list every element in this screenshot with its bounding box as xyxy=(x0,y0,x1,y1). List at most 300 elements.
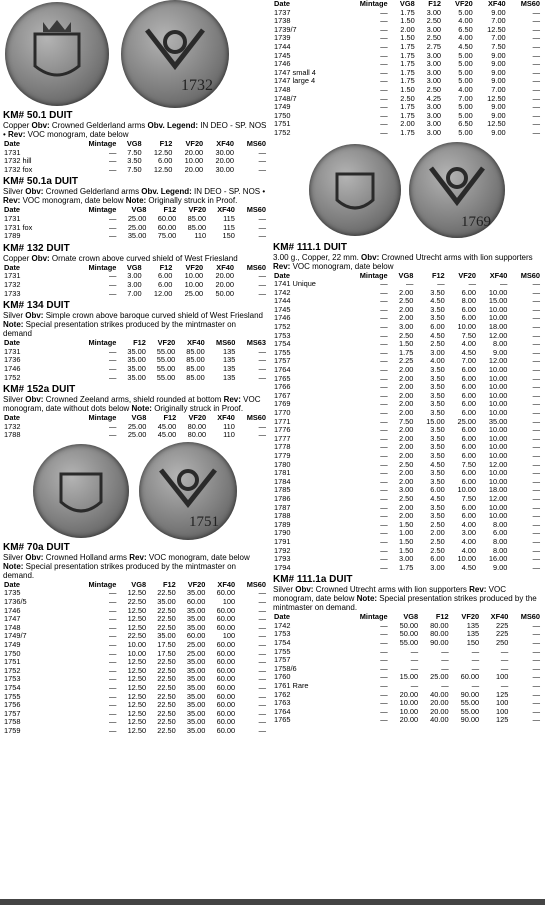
table-cell: — xyxy=(258,430,266,440)
table-cell: 3.50 xyxy=(127,156,142,166)
table-cell: 1765 xyxy=(274,373,291,383)
table-cell: 22.50 xyxy=(157,700,176,710)
table-cell: 1753 xyxy=(274,330,291,340)
table-cell: 22.50 xyxy=(157,657,176,667)
column-header: MS60 xyxy=(246,205,266,215)
column-header: XF40 xyxy=(490,612,509,622)
table-cell: 1732 hill xyxy=(4,156,32,166)
table-cell: — xyxy=(258,156,266,166)
column-header: Mintage xyxy=(88,139,117,148)
table-cell: 2.50 xyxy=(426,84,442,94)
table-cell: 2.50 xyxy=(426,16,442,26)
column-header: F12 xyxy=(428,0,442,8)
svg-text:1769: 1769 xyxy=(461,213,491,230)
table-cell: 1755 xyxy=(274,646,291,656)
table-cell: 35.00 xyxy=(157,597,176,607)
table-cell: — xyxy=(532,629,540,639)
table-cell: 15.00 xyxy=(488,296,508,306)
table-cell: — xyxy=(258,279,266,289)
table-cell: — xyxy=(500,646,509,656)
table-cell: 1770 xyxy=(274,408,291,417)
price-table xyxy=(3,206,267,240)
table-cell: 1746 xyxy=(4,363,21,373)
table-cell: 9.00 xyxy=(491,76,506,86)
table-cell: — xyxy=(258,691,266,701)
table-cell: 1738 xyxy=(274,16,291,26)
table-cell: — xyxy=(532,59,540,69)
table-cell: 3.00 xyxy=(426,24,442,34)
entry-title: KM# 134 DUIT xyxy=(3,300,70,312)
table-cell: 6.00 xyxy=(461,304,477,314)
table-cell: — xyxy=(258,622,266,632)
table-cell: — xyxy=(380,313,388,323)
table-cell: 12.00 xyxy=(153,288,173,298)
entry-title: KM# 111.1 DUIT xyxy=(273,241,347,253)
table-cell: — xyxy=(380,450,388,460)
table-cell: — xyxy=(380,629,388,639)
table-cell: 2.00 xyxy=(398,390,414,400)
table-cell: 4.50 xyxy=(430,493,445,503)
table-cell: 60.00 xyxy=(216,700,236,710)
table-cell: 1763 xyxy=(274,698,291,708)
coin-photo-km70a xyxy=(3,440,267,540)
table-cell: — xyxy=(532,638,540,648)
table-cell: — xyxy=(532,7,540,17)
table-cell: 60.00 xyxy=(216,657,236,667)
table-cell: 1747 xyxy=(4,614,21,624)
table-cell: 60.00 xyxy=(216,614,236,624)
table-cell: 10.00 xyxy=(488,433,508,443)
field-label: Obv. Legend: xyxy=(147,121,199,130)
table-cell: — xyxy=(532,84,540,94)
column-header: VF20 xyxy=(185,262,204,272)
column-header: VF20 xyxy=(185,139,204,148)
table-cell: 90.00 xyxy=(460,689,480,699)
table-cell: — xyxy=(380,459,388,469)
table-cell: — xyxy=(380,399,388,409)
field-label: Note: xyxy=(356,594,378,604)
table-cell: 6.00 xyxy=(461,390,477,400)
table-cell: 25.00 xyxy=(127,430,147,440)
table-cell: 12.50 xyxy=(487,119,506,129)
table-cell: — xyxy=(532,76,540,86)
column-header: XF40 xyxy=(216,139,234,148)
table-cell: 10.00 xyxy=(488,502,508,512)
table-cell: — xyxy=(109,614,117,624)
table-cell: 3.50 xyxy=(430,287,445,297)
table-cell: 100 xyxy=(495,698,509,708)
table-cell: 12.50 xyxy=(127,708,147,718)
column-header: F12 xyxy=(163,205,177,215)
field-text: Silver xyxy=(3,311,26,321)
table-cell: 10.00 xyxy=(488,390,508,400)
table-cell: 90.00 xyxy=(460,715,480,725)
table-cell: — xyxy=(532,442,540,452)
table-cell: — xyxy=(532,41,540,51)
table-cell: 85.00 xyxy=(186,363,205,373)
table-cell: 10.00 xyxy=(488,313,508,323)
table-cell: — xyxy=(532,110,540,120)
table-cell: 1784 xyxy=(274,476,291,486)
table-cell: 80.00 xyxy=(430,620,449,630)
table-cell: 10.00 xyxy=(457,485,477,495)
table-cell: — xyxy=(532,655,540,665)
table-cell: 1748/7 xyxy=(274,93,297,103)
coin-photo-km50-1 xyxy=(3,0,267,108)
table-cell: — xyxy=(109,622,117,632)
table-cell: 60.00 xyxy=(216,708,236,718)
table-cell: 8.00 xyxy=(492,339,508,349)
table-cell: 135 xyxy=(223,355,236,365)
table-cell: 9.00 xyxy=(491,127,506,137)
field-label: Obv: xyxy=(25,395,44,405)
table-cell: 1.50 xyxy=(400,84,415,94)
table-cell: 1.75 xyxy=(400,7,415,17)
table-cell: — xyxy=(532,502,540,512)
shield-icon xyxy=(309,144,401,236)
column-header: Date xyxy=(4,413,21,423)
table-cell: — xyxy=(532,50,540,60)
table-cell: 9.00 xyxy=(491,102,506,112)
table-cell: — xyxy=(471,646,480,656)
table-cell: 15.00 xyxy=(426,416,445,426)
table-cell: — xyxy=(532,390,540,400)
table-cell: — xyxy=(109,597,117,607)
catalog-entry xyxy=(3,300,267,382)
table-cell: 1757 xyxy=(4,708,21,718)
table-cell: 2.00 xyxy=(398,313,414,323)
table-cell: 90.00 xyxy=(430,638,449,648)
table-cell: 20.00 xyxy=(215,279,234,289)
coin-reverse-image xyxy=(409,142,505,238)
table-cell: 1788 xyxy=(4,430,21,440)
column-header: MS60 xyxy=(246,262,266,272)
table-cell: 35.00 xyxy=(186,683,206,692)
table-cell: 60.00 xyxy=(216,622,236,632)
table-cell: 2.00 xyxy=(398,442,414,452)
table-cell: — xyxy=(532,528,540,538)
table-cell: 80.00 xyxy=(187,421,207,431)
table-cell: — xyxy=(380,485,388,495)
table-cell: — xyxy=(380,663,388,673)
table-cell: 60.00 xyxy=(216,640,236,650)
table-cell: 5.00 xyxy=(458,50,473,60)
table-cell: 225 xyxy=(495,620,509,630)
column-header: MS60 xyxy=(520,270,540,280)
table-cell: 35.00 xyxy=(186,717,206,727)
table-cell: — xyxy=(532,24,540,34)
table-cell: 10.00 xyxy=(457,554,477,564)
table-cell: 3.00 xyxy=(430,347,445,357)
table-cell: — xyxy=(258,597,266,607)
table-cell: 1752 xyxy=(4,665,21,675)
table-cell: — xyxy=(471,655,480,665)
table-cell: 1.75 xyxy=(400,41,415,51)
table-cell: 1.75 xyxy=(400,50,415,60)
table-cell: 1732 xyxy=(4,421,21,431)
table-cell: — xyxy=(380,322,388,332)
table-cell: 60.00 xyxy=(216,648,236,658)
table-cell: — xyxy=(532,698,540,708)
table-cell: 10.00 xyxy=(488,365,508,375)
table-cell: 16.00 xyxy=(488,554,508,564)
table-cell: 35.00 xyxy=(186,614,206,624)
table-cell: 35.00 xyxy=(127,363,146,373)
field-label: Obv. Legend: xyxy=(141,187,192,197)
table-cell: 55.00 xyxy=(156,363,176,373)
table-cell: — xyxy=(380,511,388,521)
table-cell: — xyxy=(441,681,449,691)
table-cell: 2.00 xyxy=(400,119,415,129)
catalog-entry xyxy=(3,542,267,736)
catalog-entry xyxy=(3,110,267,174)
table-cell: 35.00 xyxy=(186,725,206,735)
table-cell: 1736 xyxy=(4,355,21,365)
table-cell: 1735 xyxy=(4,588,21,598)
column-header: MS60 xyxy=(216,338,236,348)
table-cell: — xyxy=(109,231,117,241)
table-cell: — xyxy=(532,399,540,409)
table-cell: 7.00 xyxy=(491,33,506,43)
table-cell: 4.50 xyxy=(430,330,445,340)
field-text: VOC monogram, date below xyxy=(25,130,129,139)
column-header: VG8 xyxy=(399,0,415,8)
table-cell: 10.00 xyxy=(399,698,419,708)
table-cell: — xyxy=(258,346,266,356)
table-cell: 1753 xyxy=(4,674,21,684)
table-cell: — xyxy=(500,663,509,673)
table-cell: 2.50 xyxy=(426,33,442,43)
table-cell: — xyxy=(380,304,388,314)
table-cell: — xyxy=(532,279,540,289)
table-cell: 2.00 xyxy=(398,287,414,297)
table-cell: 3.50 xyxy=(430,313,445,323)
table-cell: 10.00 xyxy=(488,287,508,297)
table-cell: 18.00 xyxy=(488,322,508,332)
table-cell: 1739/7 xyxy=(274,24,297,34)
table-cell: 3.00 xyxy=(430,562,445,572)
field-label: Rev: xyxy=(223,395,241,405)
table-cell: 1744 xyxy=(274,296,291,306)
table-cell: — xyxy=(500,681,509,691)
table-cell: 3.50 xyxy=(430,476,445,486)
table-cell: 60.00 xyxy=(186,597,206,607)
table-cell: 35.00 xyxy=(186,700,206,710)
table-cell: 80.00 xyxy=(187,430,207,440)
table-cell: 20.00 xyxy=(399,715,419,725)
field-text: Originally struck in Proof. xyxy=(151,404,244,414)
table-cell: 60.00 xyxy=(216,717,236,727)
table-cell: — xyxy=(258,640,266,650)
column-header: VF20 xyxy=(458,270,477,280)
table-cell: — xyxy=(109,605,117,615)
table-row xyxy=(3,727,267,736)
table-cell: — xyxy=(410,681,419,691)
table-row xyxy=(3,374,267,383)
table-cell: — xyxy=(380,416,388,426)
field-text: Special presentation strikes produced by the mintmaster on demand xyxy=(3,320,237,339)
table-cell: 45.00 xyxy=(157,421,177,431)
table-cell: 1789 xyxy=(4,231,21,241)
table-cell: 7.00 xyxy=(458,93,473,103)
field-label: Note: xyxy=(131,404,152,414)
table-cell: 6.00 xyxy=(461,433,477,443)
table-cell: 40.00 xyxy=(430,689,449,699)
field-text: Silver xyxy=(273,585,296,595)
table-cell: 22.50 xyxy=(157,588,176,598)
table-cell: 1751 xyxy=(274,119,291,129)
table-cell: — xyxy=(380,279,388,289)
field-text: Crowned Utrecht arms with lion supporters xyxy=(379,252,533,262)
entry-description xyxy=(273,585,541,612)
table-cell: 60.00 xyxy=(216,665,236,675)
table-cell: 85.00 xyxy=(186,355,205,365)
table-cell: — xyxy=(109,665,117,675)
column-header: Mintage xyxy=(88,579,117,589)
table-cell: 1777 xyxy=(274,433,291,443)
price-table xyxy=(3,339,267,382)
table-cell: 9.00 xyxy=(491,67,506,77)
table-cell: — xyxy=(532,322,540,332)
table-cell: 1769 xyxy=(274,399,291,409)
table-cell: — xyxy=(258,700,266,710)
field-text: VOC monogram, date without dots below xyxy=(3,395,261,414)
table-cell: 110 xyxy=(223,421,235,431)
coin-obverse-image xyxy=(33,444,129,538)
table-cell: — xyxy=(532,562,540,572)
table-cell: — xyxy=(380,356,388,366)
table-cell: 3.00 xyxy=(398,554,414,564)
table-cell: 250 xyxy=(495,638,509,648)
table-cell: 1745 xyxy=(274,50,291,60)
table-cell: — xyxy=(532,554,540,564)
column-header: VG8 xyxy=(131,413,147,423)
table-cell: 6.00 xyxy=(461,511,477,521)
column-header: VF20 xyxy=(461,612,480,622)
price-table xyxy=(3,414,267,440)
entry-description xyxy=(273,253,541,271)
table-cell: 6.00 xyxy=(461,373,477,383)
table-cell: — xyxy=(258,648,266,658)
table-cell: 2.00 xyxy=(398,425,414,435)
table-cell: 10.00 xyxy=(184,279,204,289)
table-cell: — xyxy=(532,536,540,546)
column-header: VG8 xyxy=(126,139,142,148)
table-cell: 35.00 xyxy=(186,622,206,632)
table-cell: 60.00 xyxy=(460,672,480,682)
table-cell: — xyxy=(380,59,388,69)
table-cell: 3.50 xyxy=(430,425,445,435)
column-header: VF20 xyxy=(188,205,207,215)
table-cell: 7.00 xyxy=(461,356,477,366)
table-cell: — xyxy=(258,222,266,232)
table-cell: 2.50 xyxy=(398,330,414,340)
column-header: VG8 xyxy=(126,262,142,272)
table-cell: 3.50 xyxy=(430,365,445,375)
table-cell: 1760 xyxy=(274,672,291,682)
table-cell: 35.00 xyxy=(157,631,176,641)
table-cell: 6.00 xyxy=(461,442,477,452)
table-cell: — xyxy=(441,646,449,656)
table-cell: — xyxy=(380,76,388,86)
table-cell: — xyxy=(380,715,388,725)
table-cell: — xyxy=(532,373,540,383)
table-cell: 9.00 xyxy=(491,110,506,120)
left-column xyxy=(3,0,267,736)
table-cell: — xyxy=(380,287,388,297)
table-cell: 1754 xyxy=(274,339,291,349)
table-cell: — xyxy=(532,67,540,77)
table-cell: 1731 xyxy=(4,213,21,223)
table-cell: — xyxy=(532,459,540,469)
table-cell: 60.00 xyxy=(216,588,236,598)
table-cell: — xyxy=(380,476,388,486)
table-cell: — xyxy=(468,279,477,289)
table-cell: — xyxy=(258,231,266,241)
field-label: Rev: xyxy=(8,130,26,139)
table-cell: 1752 xyxy=(4,372,21,382)
table-cell: 10.00 xyxy=(488,382,508,392)
table-cell: — xyxy=(109,430,117,440)
table-cell: 4.00 xyxy=(461,536,477,546)
table-cell: 1748 xyxy=(4,622,21,632)
field-text: Crowned Utrecht arms with lion supporters xyxy=(313,585,470,595)
table-cell: — xyxy=(258,631,266,641)
table-cell: — xyxy=(405,279,414,289)
table-cell: 3.50 xyxy=(430,408,445,417)
column-header: VG8 xyxy=(398,270,414,280)
table-cell: 1765 xyxy=(274,715,291,725)
table-cell: 10.00 xyxy=(127,648,147,658)
column-header: MS60 xyxy=(520,0,540,8)
table-cell: 5.00 xyxy=(458,110,473,120)
table-cell: 22.50 xyxy=(127,597,147,607)
table-cell: 20.00 xyxy=(399,689,419,699)
table-cell: — xyxy=(380,646,388,656)
column-header: F12 xyxy=(163,413,177,423)
table-cell: 225 xyxy=(495,629,509,639)
table-cell: — xyxy=(380,638,388,648)
table-cell: 7.00 xyxy=(491,84,506,94)
table-cell: — xyxy=(380,425,388,435)
column-header: XF40 xyxy=(217,413,235,423)
table-cell: 1749 xyxy=(4,640,21,650)
table-cell: 1.50 xyxy=(398,339,414,349)
table-cell: — xyxy=(532,545,540,555)
table-cell: — xyxy=(380,681,388,691)
table-cell: — xyxy=(109,700,117,710)
table-cell: 5.00 xyxy=(458,127,473,137)
table-cell: 20.00 xyxy=(215,156,234,166)
table-cell: — xyxy=(258,683,266,692)
field-label: Obv: xyxy=(25,187,44,197)
table-cell: — xyxy=(380,67,388,77)
table-cell: 55.00 xyxy=(460,706,480,716)
entry-title: KM# 50.1 DUIT xyxy=(3,110,73,121)
table-cell: 22.50 xyxy=(127,631,147,641)
table-cell: 10.00 xyxy=(184,156,204,166)
table-cell: — xyxy=(109,683,117,692)
field-text: Crowned Gelderland arms xyxy=(49,121,148,130)
column-header: MS60 xyxy=(246,139,266,148)
table-cell: 1764 xyxy=(274,365,291,375)
table-cell: 1.75 xyxy=(400,102,415,112)
column-header: Mintage xyxy=(359,270,388,280)
table-cell: 25.00 xyxy=(127,213,147,223)
table-cell: — xyxy=(532,365,540,375)
table-cell: 1746 xyxy=(4,605,21,615)
table-cell: 12.50 xyxy=(127,665,147,675)
